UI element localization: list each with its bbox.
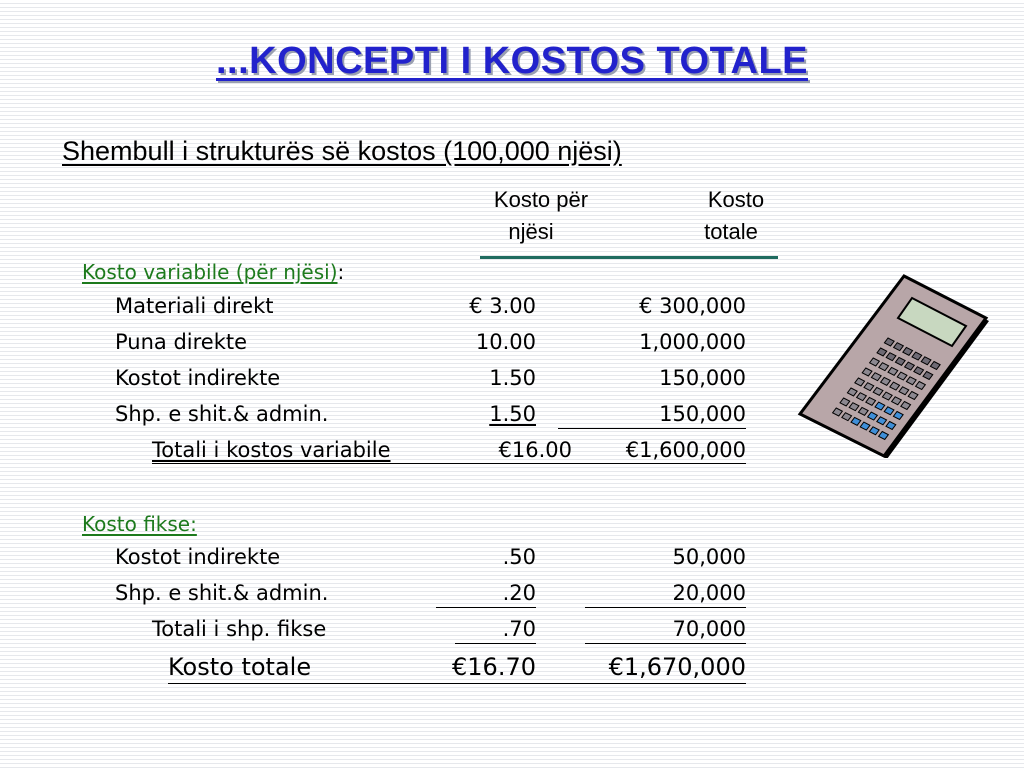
col-header-total xyxy=(676,184,796,248)
row-total-cost: 20,000 xyxy=(672,581,746,605)
fixed-heading-text: Kosto fikse: xyxy=(82,512,197,536)
row-label: Puna direkte xyxy=(115,330,248,354)
col-header-total-line1: Kosto xyxy=(707,187,765,212)
row-unit-cost: 1.50 xyxy=(489,402,536,426)
unit-rule xyxy=(455,643,536,644)
header-rule xyxy=(480,256,778,259)
col-header-per-unit-line2: njësi xyxy=(508,219,554,244)
col-header-per-unit xyxy=(466,184,616,248)
row-total-cost: 150,000 xyxy=(659,402,746,426)
row-total-cost: € 300,000 xyxy=(639,294,746,318)
subtitle: Shembull i strukturës së kostos (100,000 njësi) xyxy=(62,136,622,166)
row-unit-cost: 1.50 xyxy=(489,366,536,390)
row-total-cost: 1,000,000 xyxy=(639,330,746,354)
col-header-per-unit-line1: Kosto për xyxy=(493,187,589,212)
variable-heading xyxy=(82,260,344,284)
row-unit-cost: €16.70 xyxy=(452,653,536,681)
row-unit-cost: .70 xyxy=(502,617,536,641)
grand-total-rule xyxy=(168,683,746,684)
row-unit-cost: € 3.00 xyxy=(469,294,536,318)
row-label: Shp. e shit.& admin. xyxy=(115,581,329,605)
subtotal-rule xyxy=(558,428,746,429)
variable-heading-colon: : xyxy=(337,260,345,284)
variable-heading-text: Kosto variabile (për njësi) xyxy=(82,260,338,284)
row-unit-cost: 10.00 xyxy=(475,330,536,354)
row-total-cost: €1,600,000 xyxy=(625,438,746,462)
page-title: ...KONCEPTI I KOSTOS TOTALE xyxy=(216,40,808,82)
row-unit-cost: .50 xyxy=(502,545,536,569)
row-total-cost: 50,000 xyxy=(672,545,746,569)
row-label: Kostot indirekte xyxy=(115,545,281,569)
row-label: Kosto totale xyxy=(168,653,312,681)
row-unit-cost: €16.00 xyxy=(498,438,572,462)
row-label: Totali i kostos variabile xyxy=(152,438,391,462)
subtotal-rule xyxy=(152,463,746,464)
calculator-icon xyxy=(786,268,990,458)
fixed-heading xyxy=(82,512,197,536)
grand-total-row xyxy=(0,653,1024,687)
row-unit-cost: .20 xyxy=(502,581,536,605)
row-total-cost: 70,000 xyxy=(672,617,746,641)
row-total-cost: €1,670,000 xyxy=(608,653,746,681)
row-label: Kostot indirekte xyxy=(115,366,281,390)
row-label: Totali i shp. fikse xyxy=(152,617,327,641)
table-row xyxy=(0,545,1024,575)
unit-rule xyxy=(436,607,536,608)
row-label: Materiali direkt xyxy=(115,294,274,318)
row-label: Shp. e shit.& admin. xyxy=(115,402,329,426)
row-total-cost: 150,000 xyxy=(659,366,746,390)
total-rule xyxy=(585,607,746,608)
total-rule xyxy=(585,643,746,644)
col-header-total-line2: totale xyxy=(704,219,758,244)
